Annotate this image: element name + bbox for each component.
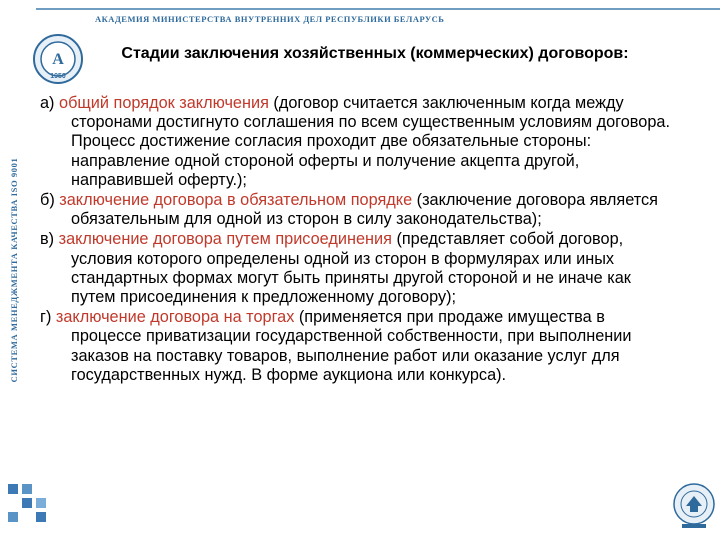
header-divider xyxy=(36,8,720,10)
item-highlight: заключение договора на торгах xyxy=(55,308,295,327)
item-prefix: г) xyxy=(40,308,56,327)
list-item xyxy=(40,230,676,307)
item-prefix: б) xyxy=(40,191,60,210)
logo-year: 1950 xyxy=(50,73,66,80)
quality-seal-icon xyxy=(672,482,716,530)
stages-list xyxy=(40,94,676,386)
page-title: Стадии заключения хозяйственных (коммерческих) договоров: xyxy=(121,45,629,62)
side-banner xyxy=(0,0,28,540)
academy-emblem-icon xyxy=(32,33,84,85)
side-banner-text: СИСТЕМА МЕНЕДЖМЕНТА КАЧЕСТВА ISO 9001 xyxy=(9,157,19,383)
list-item xyxy=(40,191,676,229)
item-text: (договор считается заключенным когда между сторонами достигнуто соглашения по всем существенным условиям договора. Процесс достижение согласия проходит две обязательные стороны: направление одной стороной оферты и получение акцепта другой, направившей оферту.); xyxy=(71,94,670,189)
item-text: (заключение договора является обязательным для одной из сторон в силу законодательства); xyxy=(71,191,658,229)
item-prefix: а) xyxy=(40,94,60,112)
item-text: (применяется при продаже имущества в процессе приватизации государственной собственности, при выполнении заказов на поставку товаров, выполнение работ или оказание услуг для государственных нужд. В форме аукциона или конкурса). xyxy=(71,308,632,384)
item-prefix: в) xyxy=(40,230,59,249)
header-org-text: АКАДЕМИЯ МИНИСТЕРСТВА ВНУТРЕННИХ ДЕЛ РЕСПУБЛИКИ БЕЛАРУСЬ xyxy=(95,14,445,24)
logo-letter: А xyxy=(52,51,64,68)
list-item xyxy=(40,308,676,385)
item-highlight: общий порядок заключения xyxy=(59,94,269,112)
item-text: (представляет собой договор, условия которого определены одной из сторон в формулярах или иных стандартных формах могут быть приняты другой стороной и не иначе как путем присоединения к предложенному договору); xyxy=(71,230,631,307)
item-highlight: заключение договора путем присоединения xyxy=(58,230,392,249)
item-highlight: заключение договора в обязательном порядке xyxy=(59,191,413,210)
decorative-squares-icon xyxy=(8,484,68,532)
list-item xyxy=(40,94,676,190)
